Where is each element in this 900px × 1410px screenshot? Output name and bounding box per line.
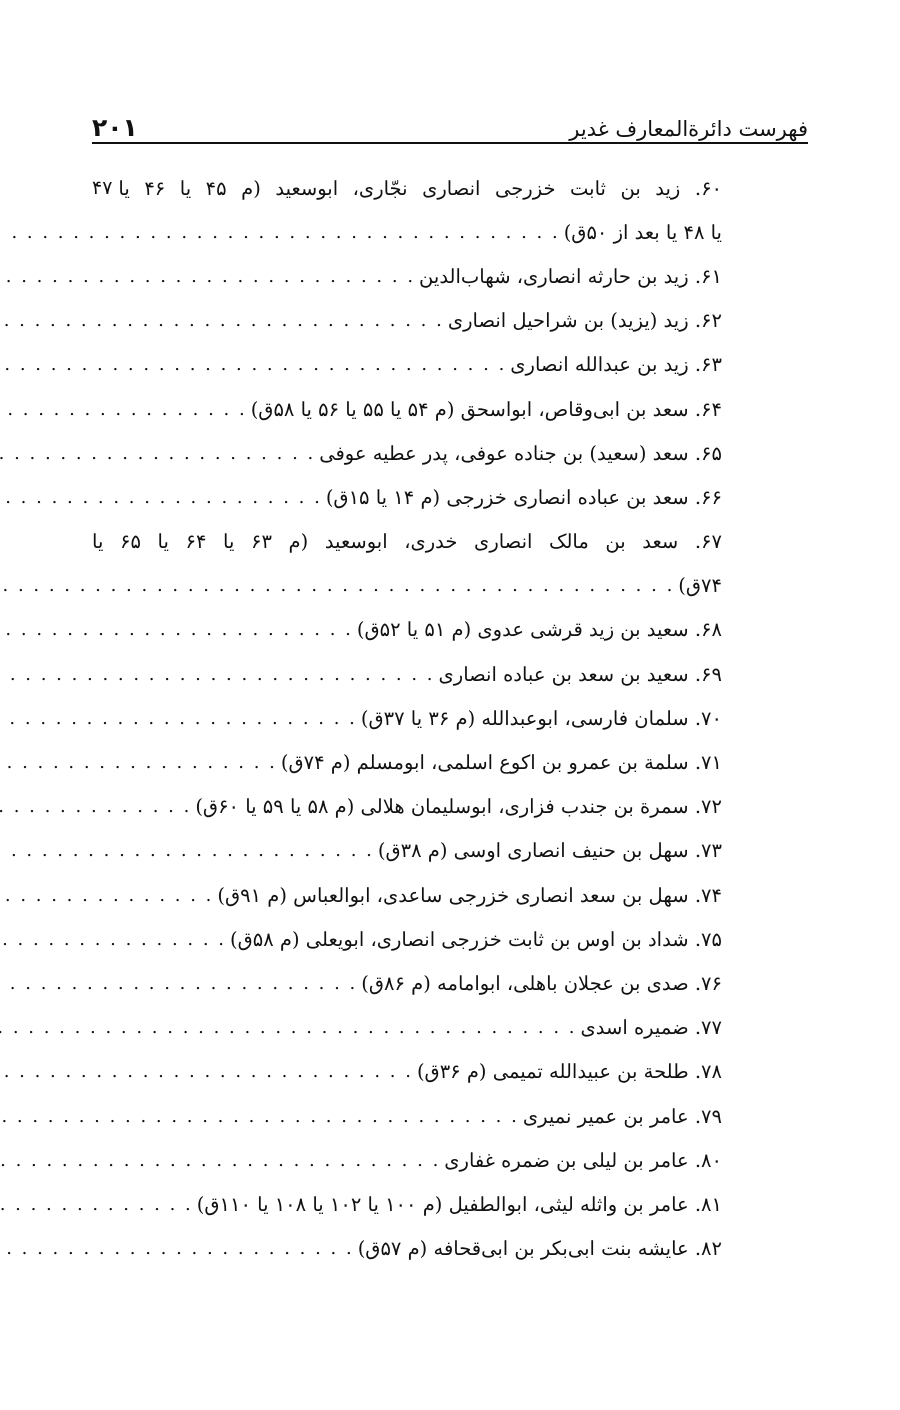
toc-entry-title: ۷۷. ضمیره اسدی [580,1016,722,1040]
dot-leader [0,222,560,243]
toc-entry [92,1006,722,1050]
toc-entry-title: ۸۰. عامر بن لیلی بن ضمره غفاری [444,1148,722,1172]
toc-entry [92,1227,722,1271]
dot-leader [0,708,357,729]
dot-leader [0,752,277,773]
toc-entry [92,210,722,254]
toc-entry-title: ۶۴. سعد بن ابی‌وقاص، ابواسحق (م ۵۴ یا ۵۵ یا ۵۶ یا ۵۸ق) [250,397,722,421]
toc-entry-title: ۶۵. سعد (سعید) بن جناده عوفی، پدر عطیه عوفی [319,441,722,465]
toc-entry [92,254,722,298]
dot-leader [0,1150,440,1171]
toc-entry-trailing: ۴۷ [92,177,113,200]
header-rule [92,142,808,144]
toc-entry [92,873,722,917]
toc-entry-title: ۶۹. سعید بن سعد بن عباده انصاری [438,662,722,686]
running-title: فهرست دائرةالمعارف غدیر [569,117,808,141]
dot-leader [0,664,435,685]
toc-entry [92,475,722,519]
toc-entry-title: ۶۱. زید بن حارثه انصاری، شهاب‌الدین [419,264,722,288]
dot-leader [0,929,226,950]
toc-entry [92,917,722,961]
dot-leader [0,575,674,596]
toc-entry [92,1050,722,1094]
toc-entry [92,696,722,740]
toc-entry [92,387,722,431]
dot-leader [0,796,191,817]
toc-entry-title: ۶۲. زید (یزید) بن شراحیل انصاری [447,309,722,333]
toc-entry-title: ۶۷. سعد بن مالک انصاری خدری، ابوسعید (م ۶۳ یا ۶۴ یا ۶۵ یا [92,530,722,554]
dot-leader [0,487,322,508]
dot-leader [0,1106,519,1127]
dot-leader [0,1061,413,1082]
dot-leader [0,619,353,640]
dot-leader [0,310,444,331]
toc-entry-title: ۶۶. سعد بن عباده انصاری خزرجی (م ۱۴ یا ۱۵ق) [325,485,722,509]
toc-entry-title: ۸۲. عایشه بنت ابی‌بکر بن ابی‌قحافه (م ۵۷ق) [357,1237,722,1261]
page-number: ۲۰۱ [92,113,138,142]
toc-entry [92,1182,722,1226]
toc-entry-title: ۷۲. سمرة بن جندب فزاری، ابوسلیمان هلالی (م ۵۸ یا ۵۹ یا ۶۰ق) [195,795,722,819]
toc-entry [92,652,722,696]
toc-entry-title: ۷۳. سهل بن حنیف انصاری اوسی (م ۳۸ق) [377,839,722,863]
toc-entry [92,785,722,829]
toc-entry [92,608,722,652]
toc-entry-title: ۶۳. زید بن عبدالله انصاری [510,353,722,377]
table-of-contents [92,166,722,1271]
toc-entry-title: ۷۹. عامر بن عمیر نمیری [522,1104,722,1128]
toc-entry [92,829,722,873]
dot-leader [0,840,374,861]
toc-entry-title: ۶۰. زید بن ثابت خزرجی انصاری نجّاری، ابوسعید (م ۴۵ یا ۴۶ یا [118,176,723,200]
dot-leader [0,1238,354,1259]
toc-entry-title: ۷۰. سلمان فارسی، ابوعبدالله (م ۳۶ یا ۳۷ق) [360,706,722,730]
toc-entry-title: ۸۱. عامر بن واثله لیثی، ابوالطفیل (م ۱۰۰ یا ۱۰۲ یا ۱۰۸ یا ۱۱۰ق) [196,1192,722,1216]
toc-entry [92,1094,722,1138]
dot-leader [0,354,506,375]
dot-leader [0,885,213,906]
toc-entry-title: ۶۸. سعید بن زید قرشی عدوی (م ۵۱ یا ۵۲ق) [356,618,722,642]
toc-entry [92,961,722,1005]
dot-leader [0,443,315,464]
dot-leader [0,1017,577,1038]
toc-entry-title: ۷۴ق) [678,574,722,598]
toc-entry [92,564,722,608]
toc-entry-title: ۷۸. طلحة بن عبیدالله تمیمی (م ۳۶ق) [416,1060,722,1084]
toc-entry [92,520,722,564]
toc-entry [92,740,722,784]
toc-entry-title: ۷۱. سلمة بن عمرو بن اکوع اسلمی، ابومسلم (م ۷۴ق) [280,751,722,775]
toc-entry-title: یا ۴۸ یا بعد از ۵۰ق) [563,220,722,244]
dot-leader [0,399,247,420]
toc-entry-title: ۷۵. شداد بن اوس بن ثابت خزرجی انصاری، ابویعلی (م ۵۸ق) [230,927,722,951]
dot-leader [0,1194,193,1215]
dot-leader [0,973,357,994]
toc-entry-title: ۷۶. صدی بن عجلان باهلی، ابوامامه (م ۸۶ق) [361,971,722,995]
toc-entry [92,343,722,387]
page-header [92,92,808,140]
dot-leader [0,266,415,287]
toc-entry [92,166,722,210]
toc-entry [92,1138,722,1182]
toc-entry [92,431,722,475]
toc-entry-title: ۷۴. سهل بن سعد انصاری خزرجی ساعدی، ابوالعباس (م ۹۱ق) [217,883,722,907]
toc-entry [92,299,722,343]
